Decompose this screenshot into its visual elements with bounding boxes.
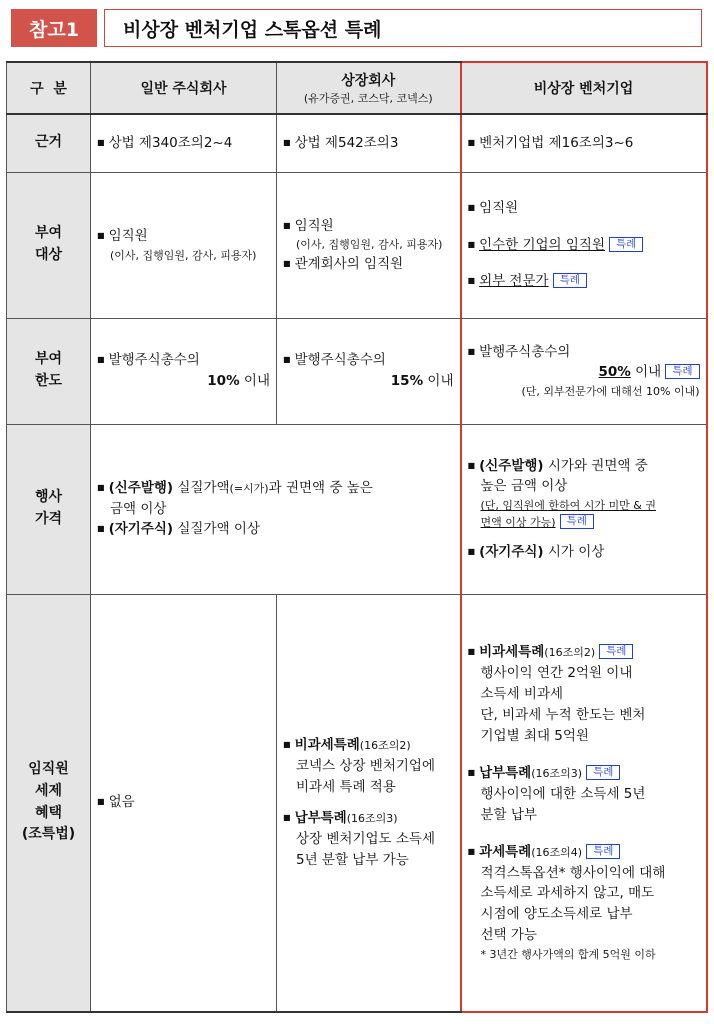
price-v-own-text: 시가 이상 <box>547 543 605 560</box>
tax-v1-title: 비과세특례 <box>479 644 545 661</box>
basis-venture-cell <box>461 114 707 172</box>
special-tag: 특례 <box>609 237 643 252</box>
price-venture-cell <box>461 424 707 594</box>
limit-listed-cell <box>277 318 461 424</box>
grant-listed-cell <box>277 172 461 318</box>
basis-venture-text: ■ 벤처기업법 제16조의3~6 <box>468 133 700 154</box>
tax-listed-1-text-2: 비과세 특례 적용 <box>296 778 396 795</box>
limit-venture-text: ■ 발행주식총수의 <box>468 342 700 363</box>
document-title-text: 비상장 벤처기업 스톡옵션 특례 <box>123 18 382 41</box>
table-row-exercise-price <box>7 424 707 594</box>
table-row-tax-benefit <box>7 594 707 1012</box>
price-gl-own-text: 실질가액 이상 <box>177 521 260 538</box>
limit-venture-pct: 50% <box>598 364 631 381</box>
price-gl-own-line <box>97 519 454 540</box>
tax-v2-title: 납부특례 <box>479 764 532 781</box>
tax-listed-1-title: 비과세특례 <box>294 736 360 753</box>
tax-listed-1-line <box>283 735 454 756</box>
grant-venture-text-3: 외부 전문가 <box>479 273 549 290</box>
special-tag: 특례 <box>599 644 633 659</box>
grant-venture-item-2 <box>468 235 700 256</box>
limit-venture-suffix: 이내 <box>635 364 662 381</box>
price-v-new-note-2: 면액 이상 가능) <box>480 516 556 530</box>
basis-general-cell <box>91 114 277 172</box>
grant-general-cell <box>91 172 277 318</box>
tax-v3-text-2: 소득세로 과세하지 않고, 매도 <box>480 885 655 902</box>
price-gl-new-line <box>97 478 454 499</box>
tax-v1-text-3: 단, 비과세 누적 한도는 벤처 <box>480 707 646 723</box>
tax-v3-line <box>468 842 700 863</box>
table-row-basis <box>7 114 707 172</box>
price-v-new-label: (신주발행) <box>479 457 544 474</box>
header-listed-title: 상장회사 <box>341 73 396 89</box>
basis-general-text: ■ 상법 제340조의2~4 <box>97 133 270 154</box>
tax-general-cell <box>91 594 277 1012</box>
price-general-listed-cell <box>91 424 461 594</box>
tax-v2-text-1: 행사이익에 대한 소득세 5년 <box>480 785 646 802</box>
price-gl-own-label: (자기주식) <box>108 521 174 538</box>
tax-v2-ref: (16조의3) <box>531 766 583 780</box>
tax-listed-2-line <box>283 808 454 829</box>
tax-v1-text-1: 행사이익 연간 2억원 이내 <box>480 665 633 682</box>
table-row-grant-limit <box>7 318 707 424</box>
special-tag: 특례 <box>553 273 587 288</box>
basis-listed-cell <box>277 114 461 172</box>
limit-general-text: ■ 발행주식총수의 <box>97 350 270 371</box>
price-v-own-line <box>468 542 700 563</box>
tax-v2-line <box>468 763 700 784</box>
row-label-grant-target: 부여 대상 <box>7 172 91 318</box>
tax-v1-ref: (16조의2) <box>544 646 596 660</box>
grant-venture-item-3 <box>468 271 700 292</box>
tax-listed-1-text-1: 코넥스 상장 벤처기업에 <box>296 757 435 774</box>
price-v-new-text-2: 높은 금액 이상 <box>480 478 568 495</box>
row-label-basis: 근거 <box>7 114 91 172</box>
tax-venture-cell <box>461 594 707 1012</box>
special-tag: 특례 <box>586 844 620 859</box>
comparison-table <box>6 61 708 1013</box>
row-label-exercise-price: 행사 가격 <box>7 424 91 594</box>
header-listed-subtitle: (유가증권, 코스닥, 코넥스) <box>303 92 433 105</box>
grant-general-sub: (이사, 집행임원, 감사, 피용자) <box>110 248 257 262</box>
document-title <box>104 9 702 47</box>
grant-listed-sub-1: (이사, 집행임원, 감사, 피용자) <box>296 238 443 252</box>
price-v-new-line <box>468 456 700 477</box>
tax-v3-ref: (16조의4) <box>531 845 583 859</box>
price-gl-new-label: (신주발행) <box>108 479 174 496</box>
header-unlisted-venture: 비상장 벤처기업 <box>461 62 707 114</box>
limit-venture-note: (단, 외부전문가에 대해선 10% 이내) <box>521 385 700 399</box>
grant-venture-text-2: 인수한 기업의 임직원 <box>479 236 606 253</box>
tax-general-text: ■ 없음 <box>97 792 270 813</box>
price-v-new-text-1: 시가와 권면액 중 <box>547 457 648 474</box>
limit-venture-pct-line <box>468 362 700 383</box>
price-gl-new-text-3: 금액 이상 <box>110 500 167 517</box>
grant-listed-text-1: ■ 임직원 <box>283 216 454 237</box>
tax-v3-title: 과세특례 <box>479 843 532 860</box>
tax-v1-text-2: 소득세 비과세 <box>480 686 564 703</box>
tax-listed-1-ref: (16조의2) <box>359 738 411 752</box>
tax-v3-text-3: 시점에 양도소득세로 납부 <box>480 906 633 923</box>
grant-venture-cell <box>461 172 707 318</box>
tax-listed-2-text-1: 상장 벤처기업도 소득세 <box>296 830 435 847</box>
limit-venture-cell <box>461 318 707 424</box>
tax-listed-2-text-2: 5년 분할 납부 가능 <box>296 851 409 868</box>
header-general-company: 일반 주식회사 <box>91 62 277 114</box>
limit-listed-text: ■ 발행주식총수의 <box>283 350 454 371</box>
special-tag: 특례 <box>560 514 594 529</box>
grant-listed-text-2: ■ 관계회사의 임직원 <box>283 254 454 275</box>
limit-listed-pct-line <box>283 371 454 392</box>
special-tag: 특례 <box>586 765 620 780</box>
tax-v3-note: * 3년간 행사가액의 합계 5억원 이하 <box>480 948 656 962</box>
special-tag: 특례 <box>665 364 699 379</box>
tax-v1-text-4: 기업별 최대 5억원 <box>480 727 589 744</box>
tax-listed-2-ref: (16조의3) <box>346 811 398 825</box>
table-row-grant-target <box>7 172 707 318</box>
header-listed-company <box>277 62 461 114</box>
row-label-tax-benefit: 임직원 세제 혜택 (조특법) <box>7 594 91 1012</box>
limit-general-cell <box>91 318 277 424</box>
limit-general-suffix: 이내 <box>243 373 270 389</box>
tax-v3-text-1: 적격스톡옵션* 행사이익에 대해 <box>480 864 666 881</box>
tax-listed-cell <box>277 594 461 1012</box>
limit-listed-pct: 15% <box>390 373 424 389</box>
limit-general-pct-line <box>97 371 270 392</box>
tax-v1-line <box>468 642 700 663</box>
grant-venture-text-1: ■ 임직원 <box>468 198 700 219</box>
price-gl-new-small: (=시가) <box>229 481 269 495</box>
price-gl-new-text-1: 실질가액 <box>177 479 230 496</box>
price-v-new-note-line-2 <box>468 514 700 531</box>
price-gl-new-text-2: 과 권면액 중 높은 <box>268 479 373 496</box>
reference-badge: 참고1 <box>11 9 97 47</box>
price-v-own-label: (자기주식) <box>479 543 544 560</box>
tax-v3-text-4: 선택 가능 <box>480 927 537 944</box>
tax-v2-text-2: 분할 납부 <box>480 806 537 823</box>
grant-general-text: ■ 임직원 <box>97 226 270 247</box>
row-label-grant-limit: 부여 한도 <box>7 318 91 424</box>
table-header-row <box>7 62 707 114</box>
header-category: 구 분 <box>7 62 91 114</box>
limit-listed-suffix: 이내 <box>427 373 454 389</box>
limit-general-pct: 10% <box>207 373 240 389</box>
price-v-new-note-1: (단, 임직원에 한하여 시가 미만 & 권 <box>480 499 656 513</box>
basis-listed-text: ■ 상법 제542조의3 <box>283 133 454 154</box>
tax-listed-2-title: 납부특례 <box>294 809 347 826</box>
